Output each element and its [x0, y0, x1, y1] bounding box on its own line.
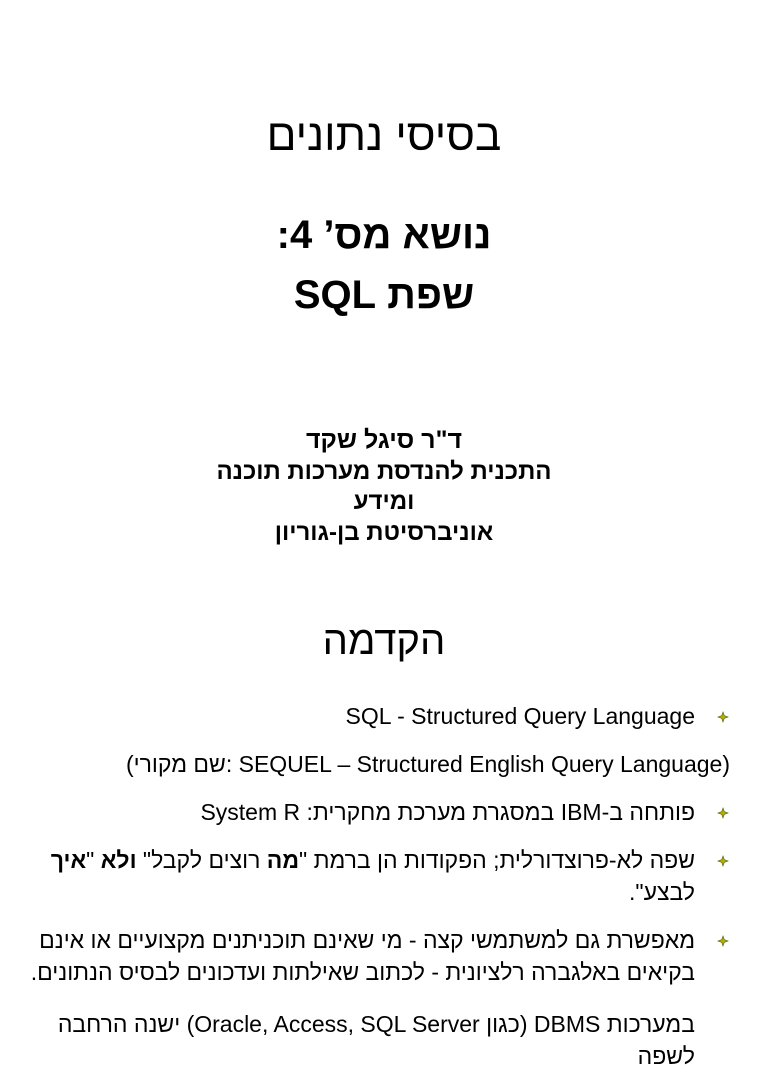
- affiliation-university: אוניברסיטת בן-גוריון: [274, 519, 494, 546]
- bullet-bold-how: איך: [50, 847, 87, 873]
- bullet-item-end-users: [30, 924, 750, 988]
- bullet-text-part: רוצים לקבל": [136, 847, 267, 873]
- bullet-item-sql-name: [30, 700, 750, 732]
- original-name-text: (SEQUEL – Structured English Query Language :שם מקורי): [126, 751, 730, 777]
- sparkle-bullet-icon: [718, 712, 728, 722]
- bullet-text-part: שפה לא-פרוצדורלית; הפקודות הן ברמת ": [299, 847, 695, 873]
- bullet-bold-not: ולא: [100, 847, 137, 873]
- bullet-text: פותחה ב-IBM במסגרת מערכת מחקרית: System R: [200, 799, 695, 825]
- lecturer-name: ד"ר סיגל שקד: [306, 426, 462, 454]
- sparkle-bullet-icon: [718, 856, 728, 866]
- sparkle-bullet-icon: [718, 936, 728, 946]
- course-title: בסיסי נתונים: [266, 111, 502, 160]
- bullet-text: SQL - Structured Query Language: [345, 703, 695, 729]
- bullet-item-nonprocedural: [30, 844, 750, 908]
- bullet-bold-what: מה: [266, 847, 300, 873]
- bullet-text-part: ": [86, 847, 101, 873]
- sparkle-bullet-icon: [718, 808, 728, 818]
- bullet-text: מאפשרת גם למשתמשי קצה - מי שאינם תוכניתנים מקצועיים או אינם בקיאים באלגברה רלציונית - לכתוב שאילתות ועדכונים לבסיס הנתונים.: [30, 927, 695, 985]
- original-name-line: [30, 748, 750, 780]
- bullet-text: במערכות DBMS (כגון Oracle, Access, SQL Server) ישנה הרחבה לשפה: [57, 1011, 695, 1069]
- affiliation-program-cont: ומידע: [353, 488, 415, 515]
- topic-name: שפת SQL: [293, 273, 475, 317]
- topic-number: נושא מס’ 4:: [276, 213, 492, 257]
- affiliation-program: התכנית להנדסת מערכות תוכנה: [216, 458, 552, 485]
- intro-heading: הקדמה: [322, 619, 446, 663]
- intro-bullet-list: [30, 700, 750, 1004]
- bullet-item-dbms-partial: [30, 1008, 750, 1069]
- bullet-item-origin: [30, 796, 750, 828]
- bullet-text-part: לבצע".: [629, 879, 695, 905]
